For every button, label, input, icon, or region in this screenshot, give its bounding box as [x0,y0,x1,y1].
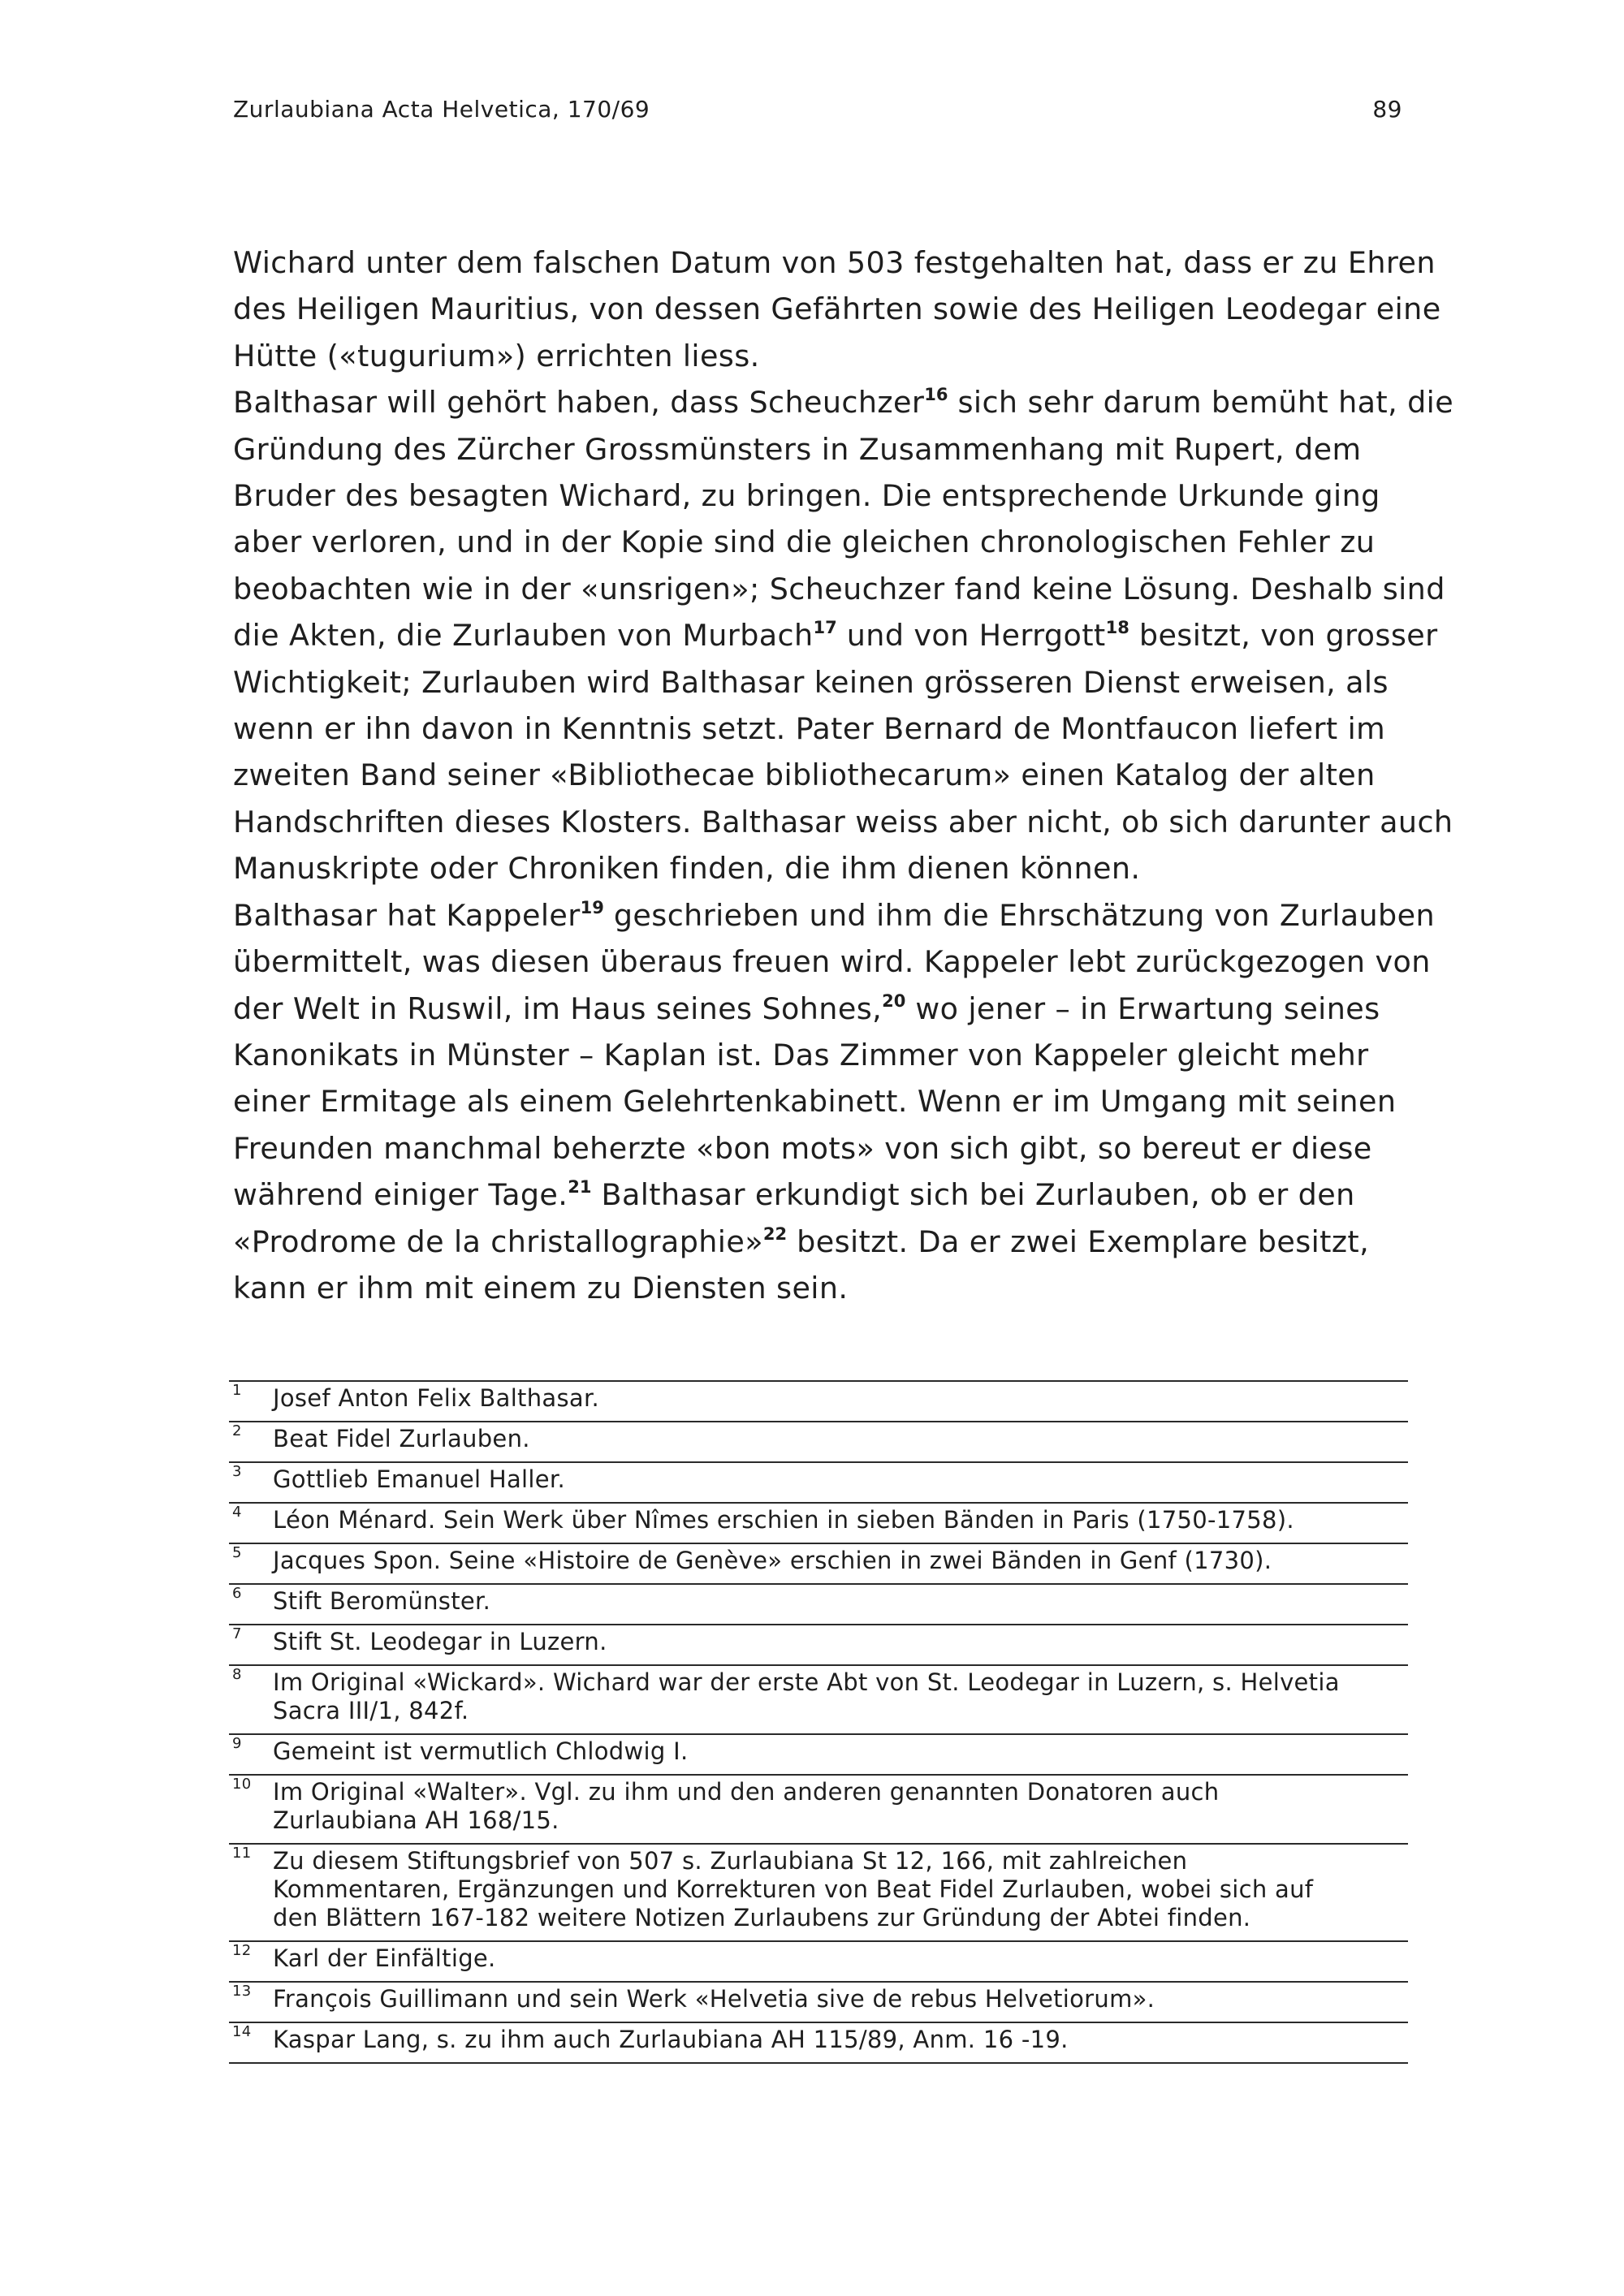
footnote-ref-17[interactable]: 17 [813,618,837,638]
footnote-line: Im Original «Wickard». Wichard war der erste Abt von St. Leodegar in Luzern, s. Helvetia [273,1668,1340,1696]
text-line: Wichtigkeit; Zurlauben wird Balthasar keinen grösseren Dienst erweisen, als [233,664,1389,700]
footnote-line: Jacques Spon. Seine «Histoire de Genève» erschien in zwei Bänden in Genf (1730). [273,1547,1272,1574]
footnote-text [273,1465,1408,1494]
footnote-number: 3 [232,1463,242,1480]
text-segment: der Welt in Ruswil, im Haus seines Sohnes, [233,990,883,1026]
footnote-5 [229,1543,1408,1583]
text-segment: die Akten, die Zurlauben von Murbach [233,618,814,654]
footnote-number: 8 [232,1666,242,1683]
footnote-number: 10 [232,1776,252,1793]
footnote-line: Léon Ménard. Sein Werk über Nîmes erschien in sieben Bänden in Paris (1750-1758). [273,1506,1294,1534]
footnote-number: 13 [232,1983,252,2000]
footnote-2 [229,1421,1408,1461]
text-line: übermittelt, was diesen überaus freuen wird. Kappeler lebt zurückgezogen von [233,944,1431,980]
footnote-ref-16[interactable]: 16 [924,385,948,405]
text-segment: während einiger Tage. [233,1177,568,1213]
text-segment: geschrieben und ihm die Ehrschätzung von Zurlauben [603,897,1436,933]
footnote-text [273,1944,1408,1973]
footnote-text [273,1668,1408,1725]
paragraph-1 [233,240,1441,379]
footnote-number: 5 [232,1544,242,1561]
footnote-4 [229,1502,1408,1543]
text-segment: besitzt. Da er zwei Exemplare besitzt, [787,1224,1370,1259]
footnote-ref-20[interactable]: 20 [882,990,906,1011]
text-segment: Balthasar will gehört haben, dass Scheuchzer [233,385,925,421]
text-line [233,1172,1402,1218]
running-title: Zurlaubiana Acta Helvetica, 170/69 [233,96,650,123]
paragraph-3 [233,892,1436,1312]
text-segment: Balthasar hat Kappeler [233,897,581,933]
footnote-8 [229,1664,1408,1733]
footnote-line: den Blättern 167-182 weitere Notizen Zurlaubens zur Gründung der Abtei finden. [273,1904,1251,1931]
text-line [233,986,1402,1032]
footnote-line: Zurlaubiana AH 168/15. [273,1806,559,1834]
footnote-number: 9 [232,1735,242,1752]
text-line: Hütte («tugurium») errichten liess. [233,338,760,373]
footnote-text [273,1847,1408,1932]
footnote-number: 14 [232,2023,252,2040]
footnote-line: François Guillimann und sein Werk «Helvetia sive de rebus Helvetiorum». [273,1985,1155,2013]
footnote-line: Kaspar Lang, s. zu ihm auch Zurlaubiana AH 115/89, Anm. 16 -19. [273,2026,1069,2053]
text-line: wenn er ihn davon in Kenntnis setzt. Pater Bernard de Montfaucon liefert im [233,711,1386,747]
text-line: des Heiligen Mauritius, von dessen Gefährten sowie des Heiligen Leodegar eine [233,291,1441,327]
text-line: Handschriften dieses Klosters. Balthasar weiss aber nicht, ob sich darunter auch [233,804,1453,839]
footnote-line: Karl der Einfältige. [273,1944,496,1972]
footnote-line: Im Original «Walter». Vgl. zu ihm und den anderen genannten Donatoren auch [273,1778,1220,1806]
footnote-line: Zu diesem Stiftungsbrief von 507 s. Zurlaubiana St 12, 166, mit zahlreichen [273,1847,1188,1875]
text-line: zweiten Band seiner «Bibliothecae bibliothecarum» einen Katalog der alten [233,757,1376,793]
footnote-number: 11 [232,1845,252,1862]
footnote-text [273,2026,1408,2054]
text-line: Wichard unter dem falschen Datum von 503 festgehalten hat, dass er zu Ehren [233,245,1436,280]
footnote-line: Stift St. Leodegar in Luzern. [273,1628,607,1655]
footnote-line: Josef Anton Felix Balthasar. [273,1384,600,1412]
footnote-13 [229,1981,1408,2022]
text-segment: wo jener – in Erwartung seines [905,990,1380,1026]
footnote-text [273,1737,1408,1766]
footnote-ref-18[interactable]: 18 [1105,618,1129,638]
text-line: Kanonikats in Münster – Kaplan ist. Das Zimmer von Kappeler gleicht mehr [233,1037,1369,1072]
footnote-text [273,1587,1408,1616]
text-line: aber verloren, und in der Kopie sind die gleichen chronologischen Fehler zu [233,524,1376,560]
footnote-line: Kommentaren, Ergänzungen und Korrekturen von Beat Fidel Zurlauben, wobei sich auf [273,1875,1314,1903]
footnote-text [273,1425,1408,1453]
footnote-number: 6 [232,1585,242,1602]
text-line: einer Ermitage als einem Gelehrtenkabinett. Wenn er im Umgang mit seinen [233,1084,1397,1120]
footnote-12 [229,1940,1408,1981]
footnote-3 [229,1461,1408,1502]
body-text [233,240,1454,1311]
footnote-line: Beat Fidel Zurlauben. [273,1425,530,1452]
footnote-text [273,1384,1408,1413]
text-line: Bruder des besagten Wichard, zu bringen. Die entsprechende Urkunde ging [233,478,1380,514]
footnote-6 [229,1583,1408,1624]
footnotes-table [229,1380,1408,2064]
footnote-number: 1 [232,1382,242,1399]
footnote-text [273,1628,1408,1656]
text-line: Gründung des Zürcher Grossmünsters in Zusammenhang mit Rupert, dem [233,431,1362,467]
paragraph-2 [233,379,1454,891]
footnote-7 [229,1624,1408,1664]
footnote-line: Sacra III/1, 842f. [273,1697,469,1724]
text-segment: und von Herrgott [836,618,1106,654]
text-segment: besitzt, von grosser [1129,618,1438,654]
footnote-1 [229,1380,1408,1421]
footnote-text [273,1778,1408,1835]
footnote-line: Gemeint ist vermutlich Chlodwig I. [273,1737,689,1765]
footnote-9 [229,1733,1408,1774]
footnote-11 [229,1843,1408,1940]
footnote-ref-19[interactable]: 19 [580,897,604,917]
text-line [233,379,1454,425]
text-line: kann er ihm mit einem zu Diensten sein. [233,1270,849,1306]
footnote-14 [229,2022,1408,2064]
text-segment: «Prodrome de la christallographie» [233,1224,763,1259]
footnote-line: Stift Beromünster. [273,1587,491,1615]
footnote-line: Gottlieb Emanuel Haller. [273,1465,565,1493]
footnote-number: 4 [232,1504,242,1521]
text-segment: sich sehr darum bemüht hat, die [948,385,1454,421]
text-line: Manuskripte oder Chroniken finden, die ihm dienen können. [233,851,1141,887]
text-line [233,892,1436,939]
footnote-text [273,1547,1408,1575]
footnote-ref-21[interactable]: 21 [568,1177,592,1198]
footnote-text [273,1506,1408,1534]
text-line: Freunden manchmal beherzte «bon mots» von sich gibt, so bereut er diese [233,1130,1372,1166]
text-line [233,1219,1402,1265]
footnote-10 [229,1774,1408,1843]
footnote-ref-22[interactable]: 22 [762,1224,788,1244]
footnote-number: 7 [232,1625,242,1642]
footnote-number: 2 [232,1422,242,1439]
footnote-number: 12 [232,1942,252,1959]
text-line [233,612,1438,658]
running-head [233,96,1402,128]
text-segment: Balthasar erkundigt sich bei Zurlauben, ob er den [591,1177,1355,1213]
footnote-text [273,1985,1408,2013]
page-number: 89 [1372,96,1402,123]
text-line: beobachten wie in der «unsrigen»; Scheuchzer fand keine Lösung. Deshalb sind [233,571,1445,606]
